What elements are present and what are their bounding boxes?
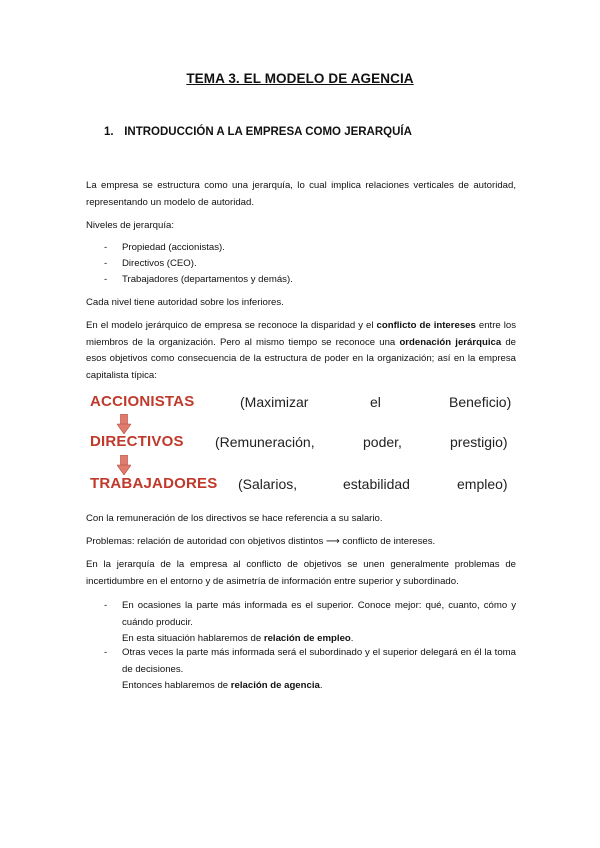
role-label: DIRECTIVOS	[90, 433, 184, 450]
down-arrow-icon	[117, 414, 131, 434]
levels-label: Niveles de jerarquía:	[86, 220, 174, 231]
role-label: TRABAJADORES	[90, 475, 218, 492]
problems-paragraph: Problemas: relación de autoridad con objetivos distintos ⟶ conflicto de intereses.	[86, 536, 436, 547]
bold-term: relación de agencia	[230, 680, 320, 691]
section-heading	[104, 126, 412, 138]
hierarchy-row: TRABAJADORES (Salarios, estabilidad empleo)	[90, 475, 508, 492]
list-item: - En ocasiones la parte más informada es el superior. Conoce mejor: qué, cuanto, cómo y cuándo producir. En esta situación hablaremos de relación de empleo.	[104, 600, 516, 644]
intro-paragraph: La empresa se estructura como una jerarquía, lo cual implica relaciones verticales de autoridad, representando un modelo de autoridad.	[86, 180, 516, 208]
hierarchy-paragraph: En la jerarquía de la empresa al conflicto de objetivos se unen generalmente problemas de incertidumbre en el entorno y de asimetría de información entre superior y subordinado.	[86, 559, 516, 587]
document-page: TEMA 3. EL MODELO DE AGENCIA 1. INTRODUCCIÓN A LA EMPRESA COMO JERARQUÍA La empresa se estructura como una jerarquía, lo cual implica relaciones verticales de autoridad, representando un modelo de autoridad. Niveles de jerarquía: - Propiedad (accionistas). - Directivos (CEO). - Trabajadores (departamentos y demás). Cada nivel tiene autoridad sobre los inferiores. En el modelo jerárquico de empresa se reconoce la disparidad y el conflicto de intereses entre los miembros de la organización. Pero al mismo tiempo se reconoce una ordenación jerárquica de esos objetivos como consecuencia de la estructura de poder en la organización; así en la empresa capitalista típica: ACCIONISTAS (Maximizar el Beneficio) DIRECTIVOS (Remuneración, poder, prestigio) TRABAJADORES (Salarios, estabilidad empleo) Con la remuneración de los directivos se hace referencia a su salario. Problemas: relación de autoridad con objetivos distintos ⟶ conflicto de intereses. En la jerarquía de la empresa al conflicto de objetivos se unen generalmente problemas de incertidumbre en el entorno y de asimetría de información entre superior y subordinado. - En ocasiones la parte más informada es el superior. Conoce mejor: qué, cuanto, cómo y cuándo producir. En esta situación hablaremos de relación de empleo. - Otras veces la parte más informada será el subordinado y el superior delegará en él la toma de decisiones. Entonces hablaremos de relación de agencia.	[0, 0, 600, 848]
hierarchy-row: ACCIONISTAS (Maximizar el Beneficio)	[90, 393, 512, 410]
bold-term: ordenación jerárquica	[399, 336, 502, 348]
role-label: ACCIONISTAS	[90, 393, 195, 410]
model-paragraph: En el modelo jerárquico de empresa se reconoce la disparidad y el conflicto de intereses entre los miembros de la organización. Pero al mismo tiempo se reconoce una ordenación jerárquica de esos objetivos como consecuencia de la estructura de poder en la organización; así en la empresa capitalista típica:	[86, 320, 517, 381]
section-number: 1.	[104, 126, 114, 138]
authority-paragraph: Cada nivel tiene autoridad sobre los inferiores.	[86, 297, 284, 308]
list-item: - Otras veces la parte más informada será el subordinado y el superior delegará en él la toma de decisiones. Entonces hablaremos de relación de agencia.	[104, 647, 516, 691]
down-arrow-icon	[117, 455, 131, 475]
bold-term: conflicto de intereses	[376, 320, 476, 331]
remuneration-paragraph: Con la remuneración de los directivos se hace referencia a su salario.	[86, 513, 383, 524]
hierarchy-row: DIRECTIVOS (Remuneración, poder, prestigio)	[90, 433, 508, 450]
section-title: INTRODUCCIÓN A LA EMPRESA COMO JERARQUÍA	[124, 126, 412, 138]
page-title: TEMA 3. EL MODELO DE AGENCIA	[186, 71, 414, 86]
bold-term: relación de empleo	[263, 633, 351, 644]
